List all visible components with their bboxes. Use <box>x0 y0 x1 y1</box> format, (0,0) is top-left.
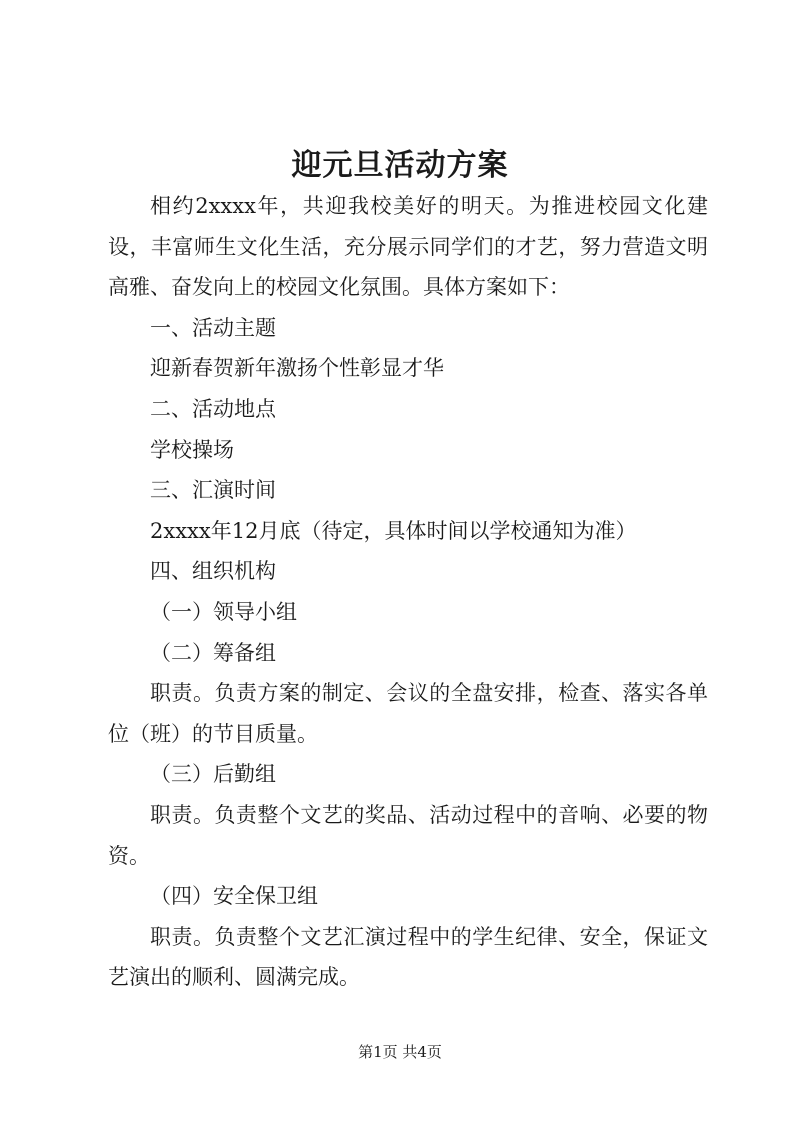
section-heading-location: 二、活动地点 <box>150 396 276 421</box>
document-body <box>108 186 708 998</box>
section-text-theme: 迎新春贺新年激扬个性彰显才华 <box>150 356 444 381</box>
group-heading-logistics: （三）后勤组 <box>150 762 276 787</box>
section-heading-theme: 一、活动主题 <box>150 315 276 340</box>
group-duty-preparation: 职责。负责方案的制定、会议的全盘安排，检查、落实各单位（班）的节目质量。 <box>108 681 708 746</box>
page-indicator: 第1页 共4页 <box>358 1043 442 1061</box>
section-heading-organization: 四、组织机构 <box>150 559 276 584</box>
intro-paragraph: 相约2xxxx年，共迎我校美好的明天。为推进校园文化建设，丰富师生文化生活，充分展示同学们的才艺，努力营造文明高雅、奋发向上的校园文化氛围。具体方案如下： <box>108 194 708 300</box>
section-text-location: 学校操场 <box>150 437 234 462</box>
group-heading-leadership: （一）领导小组 <box>150 599 297 624</box>
group-duty-security: 职责。负责整个文艺汇演过程中的学生纪律、安全，保证文艺演出的顺利、圆满完成。 <box>108 924 708 990</box>
document-title: 迎元旦活动方案 <box>291 148 509 183</box>
group-heading-security: （四）安全保卫组 <box>150 884 318 909</box>
section-heading-time: 三、汇演时间 <box>150 478 276 503</box>
section-text-time: 2xxxx年12月底（待定，具体时间以学校通知为准） <box>150 518 637 543</box>
group-duty-logistics: 职责。负责整个文艺的奖品、活动过程中的音响、必要的物资。 <box>108 802 708 868</box>
group-heading-preparation: （二）筹备组 <box>150 640 276 665</box>
